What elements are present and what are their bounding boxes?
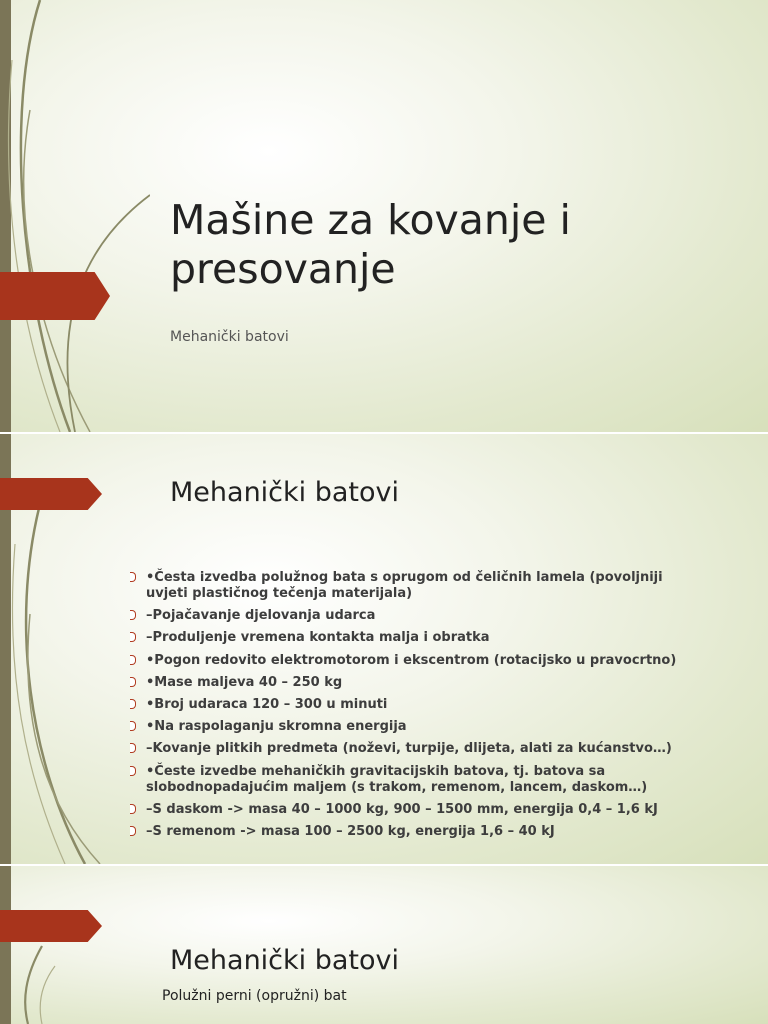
slide-title: Mehanički batovi bbox=[170, 477, 400, 508]
bullet-item: •Na raspolaganju skromna energija bbox=[130, 719, 690, 735]
bullet-icon bbox=[130, 743, 136, 753]
accent-tab bbox=[0, 478, 102, 510]
bullet-icon bbox=[130, 655, 136, 665]
slide-1 bbox=[0, 0, 768, 432]
decorative-swoosh bbox=[0, 866, 150, 1024]
bullet-icon bbox=[130, 721, 136, 731]
slide-title: Mašine za kovanje i presovanje bbox=[170, 196, 571, 293]
slide-subtitle: Mehanički batovi bbox=[170, 329, 289, 345]
bullet-icon bbox=[130, 610, 136, 620]
bullet-icon bbox=[130, 699, 136, 709]
accent-tab bbox=[0, 272, 110, 320]
slide-3 bbox=[0, 866, 768, 1024]
bullet-item: •Broj udaraca 120 – 300 u minuti bbox=[130, 697, 690, 713]
bullet-icon bbox=[130, 826, 136, 836]
bullet-item: –Produljenje vremena kontakta malja i obratka bbox=[130, 630, 690, 646]
bullet-icon bbox=[130, 572, 136, 582]
bullet-item: –S remenom -> masa 100 – 2500 kg, energija 1,6 – 40 kJ bbox=[130, 824, 690, 840]
slide-text: Polužni perni (opružni) bat bbox=[162, 988, 347, 1004]
bullet-item: •Mase maljeva 40 – 250 kg bbox=[130, 675, 690, 691]
slide-title: Mehanički batovi bbox=[170, 945, 400, 976]
bullet-item: –Pojačavanje djelovanja udarca bbox=[130, 608, 690, 624]
bullet-item: –S daskom -> masa 40 – 1000 kg, 900 – 1500 mm, energija 0,4 – 1,6 kJ bbox=[130, 802, 690, 818]
bullet-item: •Česta izvedba polužnog bata s oprugom od čeličnih lamela (povoljniji uvjeti plastičnog tečenja materijala) bbox=[130, 570, 690, 602]
slide-2 bbox=[0, 434, 768, 864]
accent-tab bbox=[0, 910, 102, 942]
bullet-icon bbox=[130, 677, 136, 687]
bullet-list bbox=[130, 570, 690, 846]
decorative-swoosh bbox=[0, 0, 150, 432]
bullet-icon bbox=[130, 632, 136, 642]
bullet-item: –Kovanje plitkih predmeta (noževi, turpije, dlijeta, alati za kućanstvo…) bbox=[130, 741, 690, 757]
bullet-icon bbox=[130, 804, 136, 814]
bullet-item: •Pogon redovito elektromotorom i ekscentrom (rotacijsko u pravocrtno) bbox=[130, 653, 690, 669]
bullet-item: •Česte izvedbe mehaničkih gravitacijskih batova, tj. batova sa slobodnopadajućim maljem (s trakom, remenom, lancem, daskom…) bbox=[130, 764, 690, 796]
bullet-icon bbox=[130, 766, 136, 776]
